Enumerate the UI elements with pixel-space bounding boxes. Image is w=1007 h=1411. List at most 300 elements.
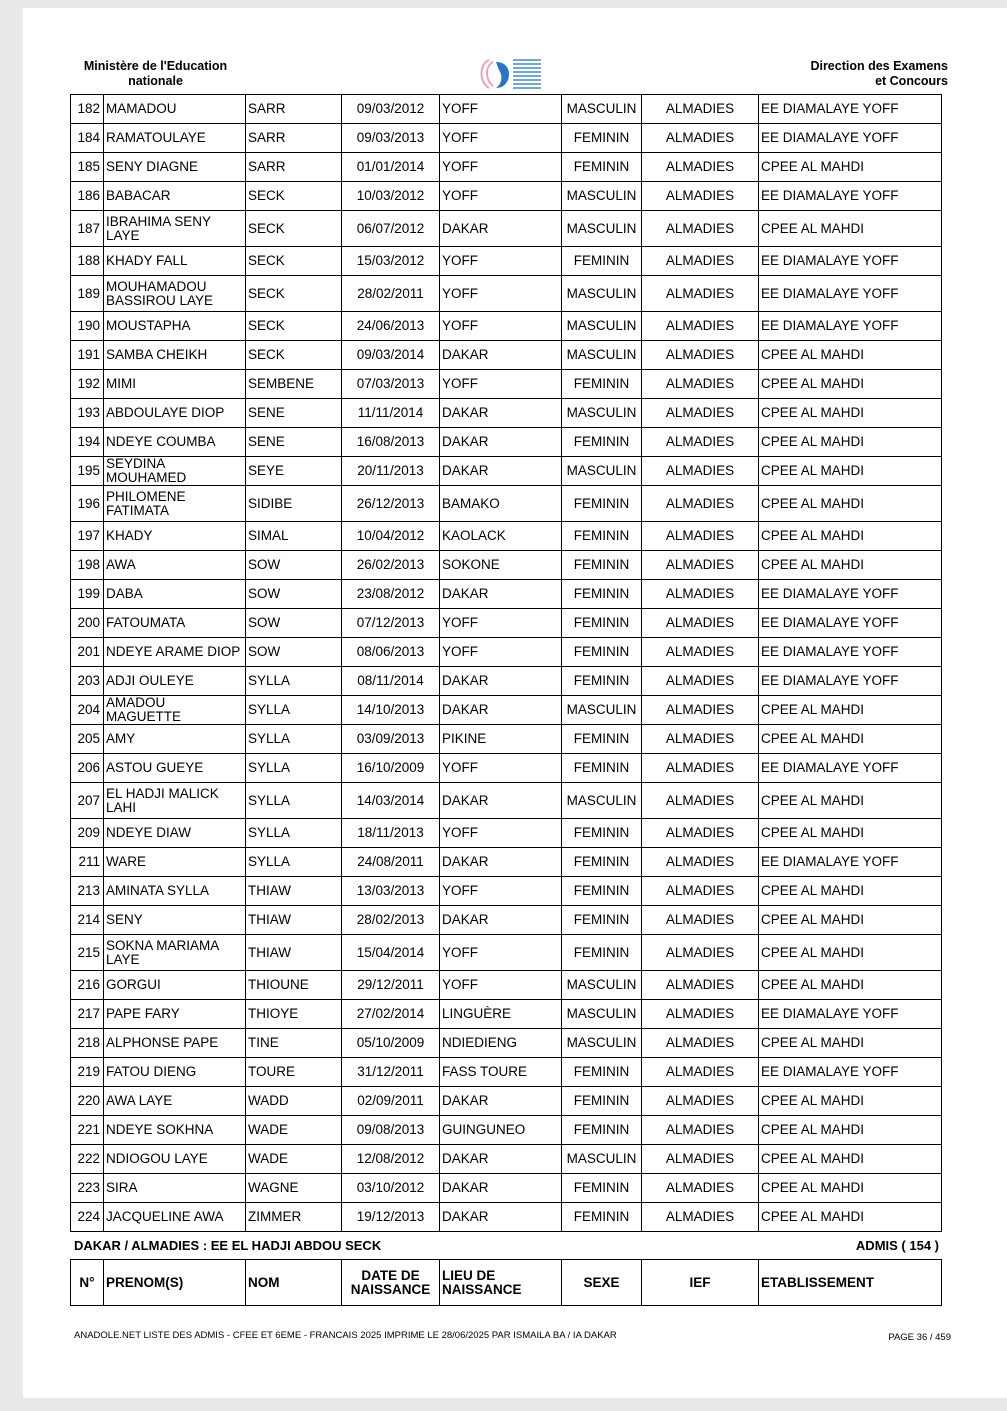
cell-birth-place: DAKAR xyxy=(440,667,562,696)
cell-birth-date: 01/01/2014 xyxy=(342,153,440,182)
ministry-logo-icon xyxy=(475,56,543,92)
cell-sex: MASCULIN xyxy=(562,1145,642,1174)
cell-sex: FEMININ xyxy=(562,1116,642,1145)
table-row xyxy=(71,247,942,276)
cell-sex: FEMININ xyxy=(562,551,642,580)
cell-ief: ALMADIES xyxy=(642,428,759,457)
cell-sex: FEMININ xyxy=(562,638,642,667)
cell-nom: SEYE xyxy=(246,457,342,486)
cell-ief: ALMADIES xyxy=(642,1116,759,1145)
cell-prenom: WARE xyxy=(104,848,246,877)
cell-birth-date: 28/02/2011 xyxy=(342,276,440,312)
cell-prenom: AMY xyxy=(104,725,246,754)
cell-birth-place: LINGUÈRE xyxy=(440,1000,562,1029)
table-row xyxy=(71,667,942,696)
cell-number: 189 xyxy=(71,276,104,312)
cell-birth-date: 10/04/2012 xyxy=(342,522,440,551)
cell-nom: SIDIBE xyxy=(246,486,342,522)
table-row xyxy=(71,971,942,1000)
cell-nom: THIAW xyxy=(246,906,342,935)
cell-birth-place: YOFF xyxy=(440,182,562,211)
col-header-sexe: SEXE xyxy=(562,1260,642,1306)
cell-nom: WADD xyxy=(246,1087,342,1116)
cell-ief: ALMADIES xyxy=(642,124,759,153)
cell-prenom: MOUSTAPHA xyxy=(104,312,246,341)
cell-birth-place: DAKAR xyxy=(440,580,562,609)
cell-sex: MASCULIN xyxy=(562,211,642,247)
cell-establishment: CPEE AL MAHDI xyxy=(759,457,942,486)
cell-sex: FEMININ xyxy=(562,580,642,609)
cell-ief: ALMADIES xyxy=(642,211,759,247)
col-header-lieu: LIEU DE NAISSANCE xyxy=(440,1260,562,1306)
cell-number: 213 xyxy=(71,877,104,906)
cell-number: 182 xyxy=(71,95,104,124)
cell-sex: FEMININ xyxy=(562,935,642,971)
cell-birth-place: YOFF xyxy=(440,95,562,124)
cell-birth-place: YOFF xyxy=(440,247,562,276)
cell-establishment: EE DIAMALAYE YOFF xyxy=(759,95,942,124)
cell-birth-place: FASS TOURE xyxy=(440,1058,562,1087)
cell-sex: FEMININ xyxy=(562,877,642,906)
cell-establishment: CPEE AL MAHDI xyxy=(759,725,942,754)
cell-prenom: SIRA xyxy=(104,1174,246,1203)
table-row xyxy=(71,877,942,906)
cell-birth-place: DAKAR xyxy=(440,783,562,819)
cell-birth-date: 29/12/2011 xyxy=(342,971,440,1000)
cell-sex: FEMININ xyxy=(562,247,642,276)
cell-birth-date: 08/11/2014 xyxy=(342,667,440,696)
cell-nom: SYLLA xyxy=(246,696,342,725)
cell-birth-place: DAKAR xyxy=(440,457,562,486)
cell-sex: FEMININ xyxy=(562,522,642,551)
table-row xyxy=(71,370,942,399)
cell-prenom: SAMBA CHEIKH xyxy=(104,341,246,370)
cell-establishment: CPEE AL MAHDI xyxy=(759,522,942,551)
cell-birth-date: 28/02/2013 xyxy=(342,906,440,935)
cell-ief: ALMADIES xyxy=(642,848,759,877)
cell-nom: THIOYE xyxy=(246,1000,342,1029)
cell-sex: FEMININ xyxy=(562,153,642,182)
cell-nom: SYLLA xyxy=(246,783,342,819)
cell-birth-date: 07/12/2013 xyxy=(342,609,440,638)
cell-birth-place: DAKAR xyxy=(440,399,562,428)
cell-birth-date: 11/11/2014 xyxy=(342,399,440,428)
cell-sex: FEMININ xyxy=(562,1087,642,1116)
cell-establishment: CPEE AL MAHDI xyxy=(759,486,942,522)
cell-sex: FEMININ xyxy=(562,725,642,754)
table-row xyxy=(71,754,942,783)
cell-number: 209 xyxy=(71,819,104,848)
cell-birth-date: 20/11/2013 xyxy=(342,457,440,486)
cell-birth-date: 06/07/2012 xyxy=(342,211,440,247)
cell-nom: SYLLA xyxy=(246,819,342,848)
cell-sex: FEMININ xyxy=(562,754,642,783)
cell-establishment: CPEE AL MAHDI xyxy=(759,1174,942,1203)
table-row xyxy=(71,182,942,211)
document-page xyxy=(23,8,1007,1398)
cell-birth-date: 08/06/2013 xyxy=(342,638,440,667)
cell-sex: FEMININ xyxy=(562,906,642,935)
col-header-date: DATE DE NAISSANCE xyxy=(342,1260,440,1306)
cell-establishment: CPEE AL MAHDI xyxy=(759,153,942,182)
cell-ief: ALMADIES xyxy=(642,312,759,341)
cell-birth-date: 23/08/2012 xyxy=(342,580,440,609)
cell-ief: ALMADIES xyxy=(642,609,759,638)
cell-establishment: CPEE AL MAHDI xyxy=(759,971,942,1000)
cell-birth-place: YOFF xyxy=(440,819,562,848)
cell-birth-place: YOFF xyxy=(440,312,562,341)
cell-prenom: ALPHONSE PAPE xyxy=(104,1029,246,1058)
cell-birth-date: 14/10/2013 xyxy=(342,696,440,725)
cell-prenom: MOUHAMADOU BASSIROU LAYE xyxy=(104,276,246,312)
cell-number: 186 xyxy=(71,182,104,211)
cell-ief: ALMADIES xyxy=(642,182,759,211)
table-row xyxy=(71,1058,942,1087)
cell-number: 199 xyxy=(71,580,104,609)
cell-ief: ALMADIES xyxy=(642,971,759,1000)
cell-establishment: EE DIAMALAYE YOFF xyxy=(759,1058,942,1087)
cell-birth-date: 19/12/2013 xyxy=(342,1203,440,1232)
cell-birth-date: 24/08/2011 xyxy=(342,848,440,877)
cell-number: 211 xyxy=(71,848,104,877)
table-row xyxy=(71,124,942,153)
cell-ief: ALMADIES xyxy=(642,638,759,667)
table-row xyxy=(71,1116,942,1145)
admitted-count: ADMIS ( 154 ) xyxy=(855,1238,939,1253)
cell-ief: ALMADIES xyxy=(642,457,759,486)
table-row xyxy=(71,276,942,312)
cell-establishment: CPEE AL MAHDI xyxy=(759,1145,942,1174)
cell-number: 187 xyxy=(71,211,104,247)
table-row xyxy=(71,457,942,486)
cell-prenom: FATOUMATA xyxy=(104,609,246,638)
cell-establishment: EE DIAMALAYE YOFF xyxy=(759,609,942,638)
cell-birth-place: DAKAR xyxy=(440,1203,562,1232)
directorate-name: Direction des Examens et Concours xyxy=(810,59,948,88)
col-header-ief: IEF xyxy=(642,1260,759,1306)
cell-nom: SYLLA xyxy=(246,667,342,696)
cell-sex: FEMININ xyxy=(562,1174,642,1203)
table-row xyxy=(71,1174,942,1203)
cell-prenom: RAMATOULAYE xyxy=(104,124,246,153)
cell-prenom: ADJI OULEYE xyxy=(104,667,246,696)
cell-birth-date: 15/03/2012 xyxy=(342,247,440,276)
cell-establishment: CPEE AL MAHDI xyxy=(759,1029,942,1058)
cell-birth-date: 27/02/2014 xyxy=(342,1000,440,1029)
cell-birth-place: DAKAR xyxy=(440,696,562,725)
cell-ief: ALMADIES xyxy=(642,341,759,370)
cell-establishment: CPEE AL MAHDI xyxy=(759,783,942,819)
cell-nom: SECK xyxy=(246,312,342,341)
cell-establishment: EE DIAMALAYE YOFF xyxy=(759,667,942,696)
cell-birth-place: YOFF xyxy=(440,370,562,399)
cell-nom: THIOUNE xyxy=(246,971,342,1000)
cell-birth-date: 26/12/2013 xyxy=(342,486,440,522)
cell-number: 216 xyxy=(71,971,104,1000)
cell-prenom: KHADY FALL xyxy=(104,247,246,276)
table-row xyxy=(71,1087,942,1116)
table-row xyxy=(71,95,942,124)
cell-birth-place: SOKONE xyxy=(440,551,562,580)
cell-birth-place: YOFF xyxy=(440,638,562,667)
cell-number: 219 xyxy=(71,1058,104,1087)
cell-number: 217 xyxy=(71,1000,104,1029)
cell-birth-date: 02/09/2011 xyxy=(342,1087,440,1116)
cell-nom: SEMBENE xyxy=(246,370,342,399)
cell-sex: MASCULIN xyxy=(562,783,642,819)
cell-establishment: CPEE AL MAHDI xyxy=(759,341,942,370)
cell-ief: ALMADIES xyxy=(642,1174,759,1203)
cell-number: 218 xyxy=(71,1029,104,1058)
cell-nom: TOURE xyxy=(246,1058,342,1087)
cell-nom: WADE xyxy=(246,1145,342,1174)
cell-establishment: EE DIAMALAYE YOFF xyxy=(759,124,942,153)
cell-nom: SECK xyxy=(246,211,342,247)
table-row xyxy=(71,1000,942,1029)
cell-sex: FEMININ xyxy=(562,370,642,399)
cell-sex: FEMININ xyxy=(562,1203,642,1232)
cell-nom: SECK xyxy=(246,341,342,370)
cell-number: 188 xyxy=(71,247,104,276)
col-header-prenom: PRENOM(S) xyxy=(104,1260,246,1306)
table-row xyxy=(71,609,942,638)
cell-ief: ALMADIES xyxy=(642,783,759,819)
cell-nom: SARR xyxy=(246,95,342,124)
cell-establishment: CPEE AL MAHDI xyxy=(759,370,942,399)
cell-sex: MASCULIN xyxy=(562,276,642,312)
cell-number: 191 xyxy=(71,341,104,370)
school-name: DAKAR / ALMADIES : EE EL HADJI ABDOU SECK xyxy=(74,1238,382,1253)
cell-birth-place: YOFF xyxy=(440,609,562,638)
cell-number: 196 xyxy=(71,486,104,522)
cell-ief: ALMADIES xyxy=(642,370,759,399)
cell-birth-place: DAKAR xyxy=(440,1087,562,1116)
cell-birth-place: BAMAKO xyxy=(440,486,562,522)
cell-number: 198 xyxy=(71,551,104,580)
cell-birth-place: YOFF xyxy=(440,877,562,906)
cell-nom: SYLLA xyxy=(246,848,342,877)
cell-sex: FEMININ xyxy=(562,819,642,848)
cell-birth-date: 24/06/2013 xyxy=(342,312,440,341)
cell-number: 220 xyxy=(71,1087,104,1116)
cell-ief: ALMADIES xyxy=(642,1000,759,1029)
cell-nom: WADE xyxy=(246,1116,342,1145)
ministry-name: Ministère de l'Education nationale xyxy=(83,59,228,88)
cell-prenom: EL HADJI MALICK LAHI xyxy=(104,783,246,819)
table-row xyxy=(71,211,942,247)
cell-prenom: SENY DIAGNE xyxy=(104,153,246,182)
cell-prenom: NDEYE ARAME DIOP xyxy=(104,638,246,667)
cell-nom: TINE xyxy=(246,1029,342,1058)
cell-nom: THIAW xyxy=(246,935,342,971)
cell-birth-place: YOFF xyxy=(440,754,562,783)
cell-nom: SYLLA xyxy=(246,725,342,754)
cell-number: 207 xyxy=(71,783,104,819)
cell-ief: ALMADIES xyxy=(642,1058,759,1087)
table-row xyxy=(71,783,942,819)
cell-birth-date: 31/12/2011 xyxy=(342,1058,440,1087)
cell-birth-place: YOFF xyxy=(440,935,562,971)
cell-number: 185 xyxy=(71,153,104,182)
column-header-row xyxy=(71,1260,942,1306)
table-row xyxy=(71,522,942,551)
cell-number: 215 xyxy=(71,935,104,971)
cell-prenom: PHILOMENE FATIMATA xyxy=(104,486,246,522)
cell-establishment: CPEE AL MAHDI xyxy=(759,935,942,971)
cell-prenom: AWA xyxy=(104,551,246,580)
cell-ief: ALMADIES xyxy=(642,95,759,124)
cell-birth-place: DAKAR xyxy=(440,341,562,370)
cell-number: 201 xyxy=(71,638,104,667)
results-table xyxy=(70,94,942,1232)
cell-ief: ALMADIES xyxy=(642,819,759,848)
col-header-etablissement: ETABLISSEMENT xyxy=(759,1260,942,1306)
table-row xyxy=(71,696,942,725)
cell-prenom: GORGUI xyxy=(104,971,246,1000)
cell-establishment: CPEE AL MAHDI xyxy=(759,906,942,935)
cell-establishment: CPEE AL MAHDI xyxy=(759,696,942,725)
cell-establishment: EE DIAMALAYE YOFF xyxy=(759,247,942,276)
cell-ief: ALMADIES xyxy=(642,551,759,580)
cell-nom: THIAW xyxy=(246,877,342,906)
table-row xyxy=(71,1145,942,1174)
cell-sex: MASCULIN xyxy=(562,1029,642,1058)
table-row xyxy=(71,819,942,848)
cell-number: 200 xyxy=(71,609,104,638)
table-row xyxy=(71,580,942,609)
cell-sex: FEMININ xyxy=(562,1058,642,1087)
cell-sex: MASCULIN xyxy=(562,696,642,725)
cell-birth-date: 26/02/2013 xyxy=(342,551,440,580)
cell-birth-date: 16/10/2009 xyxy=(342,754,440,783)
cell-ief: ALMADIES xyxy=(642,153,759,182)
cell-ief: ALMADIES xyxy=(642,1145,759,1174)
cell-prenom: SOKNA MARIAMA LAYE xyxy=(104,935,246,971)
cell-sex: MASCULIN xyxy=(562,971,642,1000)
cell-birth-place: YOFF xyxy=(440,971,562,1000)
cell-birth-place: GUINGUNEO xyxy=(440,1116,562,1145)
cell-sex: MASCULIN xyxy=(562,399,642,428)
cell-birth-date: 03/10/2012 xyxy=(342,1174,440,1203)
cell-ief: ALMADIES xyxy=(642,247,759,276)
cell-establishment: EE DIAMALAYE YOFF xyxy=(759,312,942,341)
cell-prenom: ABDOULAYE DIOP xyxy=(104,399,246,428)
cell-number: 203 xyxy=(71,667,104,696)
cell-establishment: CPEE AL MAHDI xyxy=(759,399,942,428)
table-row xyxy=(71,638,942,667)
cell-ief: ALMADIES xyxy=(642,399,759,428)
page-number: PAGE 36 / 459 xyxy=(888,1332,951,1343)
cell-number: 194 xyxy=(71,428,104,457)
cell-birth-date: 16/08/2013 xyxy=(342,428,440,457)
cell-birth-place: DAKAR xyxy=(440,906,562,935)
cell-prenom: MIMI xyxy=(104,370,246,399)
cell-prenom: NDEYE COUMBA xyxy=(104,428,246,457)
cell-number: 205 xyxy=(71,725,104,754)
cell-number: 193 xyxy=(71,399,104,428)
cell-birth-date: 09/03/2013 xyxy=(342,124,440,153)
cell-prenom: JACQUELINE AWA xyxy=(104,1203,246,1232)
cell-prenom: SENY xyxy=(104,906,246,935)
cell-prenom: ASTOU GUEYE xyxy=(104,754,246,783)
cell-birth-date: 07/03/2013 xyxy=(342,370,440,399)
cell-birth-place: KAOLACK xyxy=(440,522,562,551)
cell-nom: SECK xyxy=(246,276,342,312)
cell-prenom: KHADY xyxy=(104,522,246,551)
cell-ief: ALMADIES xyxy=(642,276,759,312)
cell-prenom: IBRAHIMA SENY LAYE xyxy=(104,211,246,247)
cell-establishment: EE DIAMALAYE YOFF xyxy=(759,182,942,211)
cell-establishment: EE DIAMALAYE YOFF xyxy=(759,848,942,877)
cell-prenom: AMINATA SYLLA xyxy=(104,877,246,906)
cell-sex: MASCULIN xyxy=(562,341,642,370)
cell-prenom: BABACAR xyxy=(104,182,246,211)
cell-number: 197 xyxy=(71,522,104,551)
cell-ief: ALMADIES xyxy=(642,667,759,696)
cell-nom: ZIMMER xyxy=(246,1203,342,1232)
cell-establishment: CPEE AL MAHDI xyxy=(759,1116,942,1145)
school-heading xyxy=(74,1237,939,1255)
table-row xyxy=(71,486,942,522)
cell-prenom: AWA LAYE xyxy=(104,1087,246,1116)
table-row xyxy=(71,551,942,580)
cell-establishment: EE DIAMALAYE YOFF xyxy=(759,1000,942,1029)
cell-nom: SIMAL xyxy=(246,522,342,551)
cell-sex: FEMININ xyxy=(562,609,642,638)
cell-nom: SOW xyxy=(246,580,342,609)
table-row xyxy=(71,906,942,935)
cell-birth-place: YOFF xyxy=(440,276,562,312)
cell-number: 206 xyxy=(71,754,104,783)
cell-prenom: SEYDINA MOUHAMED xyxy=(104,457,246,486)
cell-ief: ALMADIES xyxy=(642,906,759,935)
column-header-table xyxy=(70,1259,942,1306)
cell-birth-place: YOFF xyxy=(440,153,562,182)
cell-ief: ALMADIES xyxy=(642,725,759,754)
cell-establishment: EE DIAMALAYE YOFF xyxy=(759,276,942,312)
cell-establishment: CPEE AL MAHDI xyxy=(759,1087,942,1116)
cell-prenom: NDIOGOU LAYE xyxy=(104,1145,246,1174)
cell-sex: MASCULIN xyxy=(562,182,642,211)
cell-number: 190 xyxy=(71,312,104,341)
cell-ief: ALMADIES xyxy=(642,754,759,783)
cell-birth-place: YOFF xyxy=(440,124,562,153)
cell-establishment: EE DIAMALAYE YOFF xyxy=(759,638,942,667)
cell-establishment: CPEE AL MAHDI xyxy=(759,211,942,247)
cell-establishment: CPEE AL MAHDI xyxy=(759,1203,942,1232)
cell-birth-place: DAKAR xyxy=(440,848,562,877)
col-header-nom: NOM xyxy=(246,1260,342,1306)
table-row xyxy=(71,399,942,428)
cell-sex: MASCULIN xyxy=(562,95,642,124)
cell-birth-place: DAKAR xyxy=(440,211,562,247)
table-row xyxy=(71,725,942,754)
cell-establishment: CPEE AL MAHDI xyxy=(759,428,942,457)
cell-nom: SARR xyxy=(246,153,342,182)
cell-prenom: FATOU DIENG xyxy=(104,1058,246,1087)
cell-birth-place: NDIEDIENG xyxy=(440,1029,562,1058)
cell-ief: ALMADIES xyxy=(642,1087,759,1116)
cell-nom: SENE xyxy=(246,399,342,428)
cell-number: 195 xyxy=(71,457,104,486)
cell-birth-date: 10/03/2012 xyxy=(342,182,440,211)
cell-number: 184 xyxy=(71,124,104,153)
cell-sex: MASCULIN xyxy=(562,1000,642,1029)
cell-birth-date: 03/09/2013 xyxy=(342,725,440,754)
cell-birth-date: 15/04/2014 xyxy=(342,935,440,971)
cell-nom: WAGNE xyxy=(246,1174,342,1203)
cell-nom: SOW xyxy=(246,609,342,638)
